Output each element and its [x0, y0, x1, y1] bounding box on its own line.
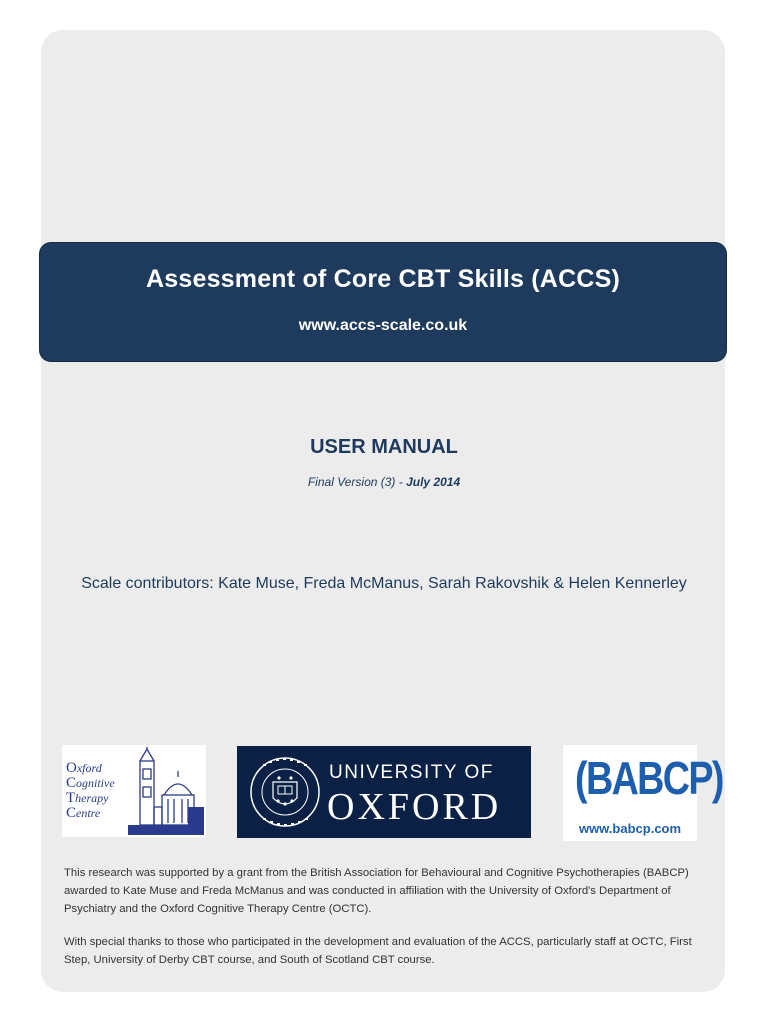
acknowledgements-paragraph: With special thanks to those who participated in the development and evaluation of the ACCS, particularly staff at OCTC, First Step, University of Derby CBT course, and South of Scotland CBT course.: [64, 936, 692, 966]
building-icon: [128, 747, 204, 835]
document-title: Assessment of Core CBT Skills (ACCS): [146, 265, 620, 293]
oxford-logo-line2: OXFORD: [327, 786, 502, 828]
document-page: [41, 30, 725, 992]
babcp-logo-word: (BABCP): [575, 752, 723, 804]
octc-logo: [62, 745, 206, 837]
version-label: Final Version (3) -: [307, 475, 407, 489]
website-link[interactable]: www.accs-scale.co.uk: [298, 317, 468, 334]
version-line: [0, 475, 768, 489]
oxford-logo-line1: UNIVERSITY OF: [329, 762, 494, 783]
manual-heading: USER MANUAL: [310, 436, 458, 458]
university-of-oxford-logo: [237, 746, 531, 838]
oxford-seal-icon: [249, 754, 321, 830]
octc-logo-text: Oxford Cognitive Therapy Centre: [66, 760, 115, 821]
babcp-logo: [563, 745, 723, 841]
babcp-website-link[interactable]: www.babcp.com: [578, 821, 682, 836]
title-banner: [39, 242, 727, 362]
contributors-line: Scale contributors: Kate Muse, Freda McManus, Sarah Rakovshik & Helen Kennerley: [81, 575, 687, 592]
funding-paragraph: This research was supported by a grant from the British Association for Behavioural and Cognitive Psychotherapies (BABCP) awarded to Kate Muse and Freda McManus and was conducted in affiliation with the University of Oxford's Department of Psychiatry and the Oxford Cognitive Therapy Centre (OCTC).: [64, 867, 689, 915]
version-date: July 2014: [406, 475, 461, 489]
